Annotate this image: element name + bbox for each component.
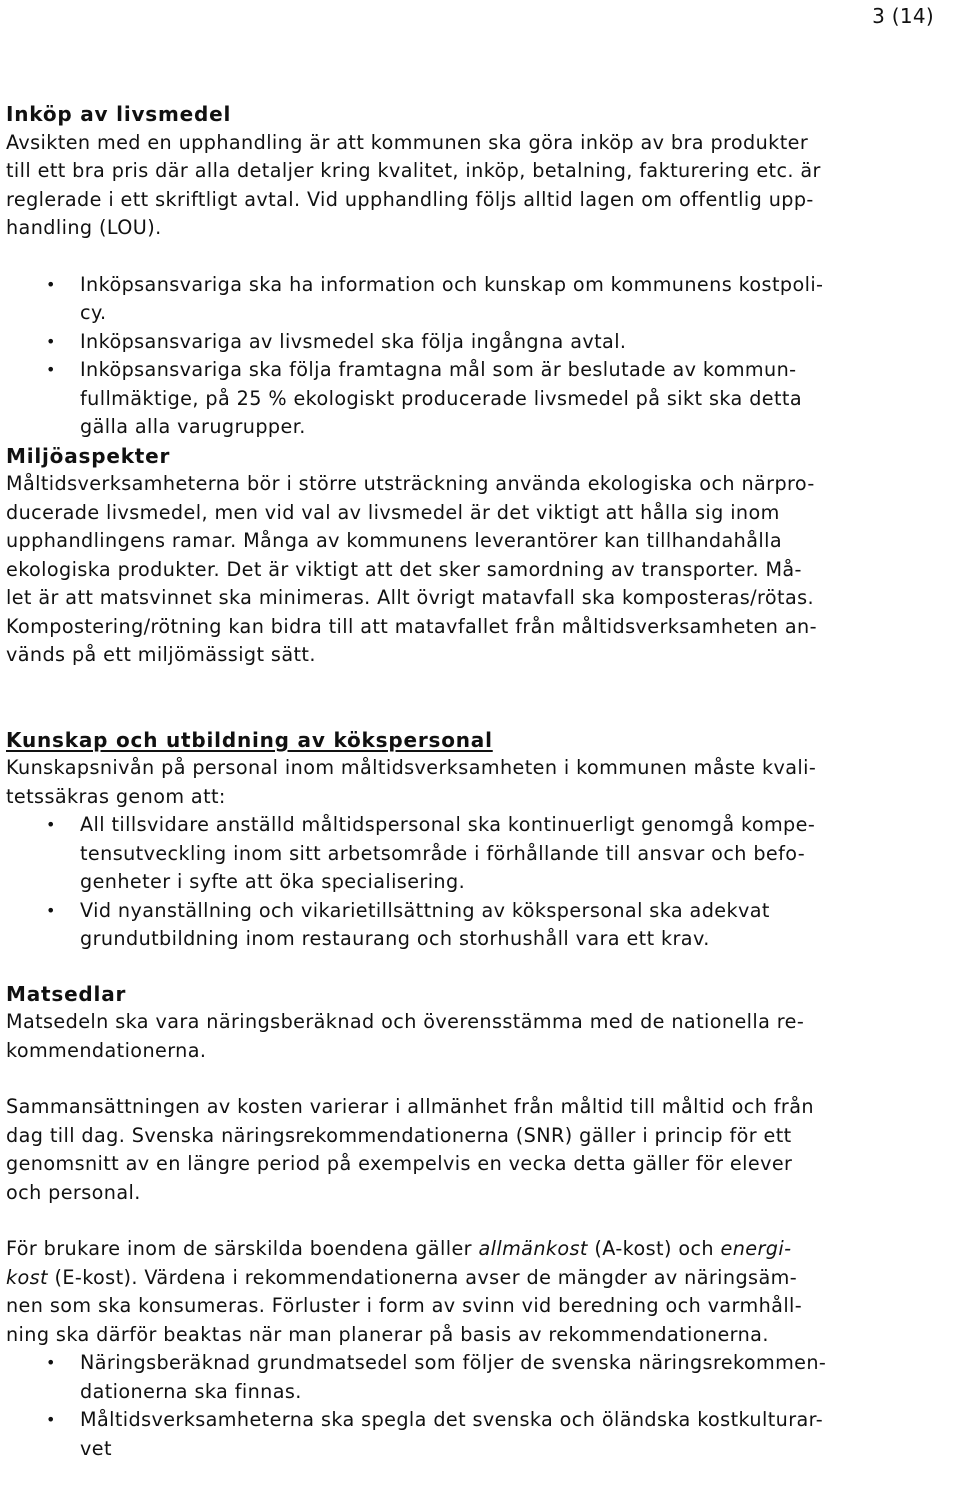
bullet-icon: • [46, 1410, 56, 1429]
document-body [6, 100, 954, 1463]
text-line: vänds på ett miljömässigt sätt. [6, 643, 316, 666]
list-item: • Vid nyanställning och vikarietillsättning av kökspersonal ska adekvat grundutbildning inom restaurang och storhushåll vara ett krav. [46, 898, 770, 950]
text-line: Matsedeln ska vara näringsberäknad och överensstämma med de nationella re- [6, 1010, 805, 1033]
paragraph-brukare [6, 1235, 954, 1349]
text-line: reglerade i ett skriftligt avtal. Vid upphandling följs alltid lagen om offentlig upp- [6, 187, 814, 211]
bullet-icon: • [46, 815, 56, 834]
text-line: ducerade livsmedel, men vid val av livsmedel är det viktigt att hålla sig inom [6, 500, 780, 524]
text-line: dag till dag. Svenska näringsrekommendationerna (SNR) gäller i princip för ett [6, 1123, 792, 1147]
text-line: kost (E-kost). Värdena i rekommendationerna avser de mängder av näringsäm- [6, 1265, 798, 1289]
text-line: och personal. [6, 1180, 141, 1204]
text-line: let är att matsvinnet ska minimeras. Allt övrigt matavfall ska komposteras/rötas. [6, 586, 814, 609]
text-line: Kunskapsnivån på personal inom måltidsverksamheten i kommunen måste kvali- [6, 756, 817, 779]
section-heading-matsedlar: Matsedlar [6, 981, 127, 1006]
term-energikost: energi- [720, 1237, 792, 1260]
text-line: Måltidsverksamheterna bör i större utsträckning använda ekologiska och närpro- [6, 472, 815, 495]
bullet-icon: • [46, 360, 56, 379]
list-item: • Måltidsverksamheterna ska spegla det svenska och öländska kostkulturar- vet [46, 1408, 824, 1460]
bullet-list-matsedlar [6, 1349, 954, 1463]
list-item: • All tillsvidare anställd måltidspersonal ska kontinuerligt genomgå kompe- tensutveckling inom sitt arbetsområde i förhållande till ansvar och befo- genheter i syfte att öka specialisering. [46, 813, 816, 893]
text-line: genomsnitt av en längre period på exempelvis en vecka detta gäller för elever [6, 1152, 793, 1175]
bullet-icon: • [46, 331, 56, 351]
text-line: tetssäkras genom att: [6, 784, 226, 808]
section-heading-kunskap: Kunskap och utbildning av kökspersonal [6, 727, 493, 752]
paragraph-kunskap [6, 754, 954, 811]
list-item: • Inköpsansvariga ska följa framtagna mål som är beslutade av kommun- fullmäktige, på 25 % ekologiskt producerade livsmedel på sikt ska detta gälla alla varugrupper. [46, 358, 802, 438]
paragraph-miljo [6, 470, 954, 670]
bullet-list-inkop [6, 271, 954, 442]
list-item: • Inköpsansvariga av livsmedel ska följa ingångna avtal. [6, 328, 954, 357]
paragraph-matsedlar [6, 1008, 954, 1065]
text-line: handling (LOU). [6, 216, 162, 239]
text-line: nen som ska konsumeras. Förluster i form av svinn vid beredning och varmhåll- [6, 1294, 803, 1317]
text-line: upphandlingens ramar. Många av kommunens leverantörer kan tillhandahålla [6, 529, 783, 552]
term-energikost-cont: kost [6, 1265, 48, 1289]
bullet-icon: • [46, 900, 56, 920]
text-line: Avsikten med en upphandling är att kommunen ska göra inköp av bra produkter [6, 130, 809, 154]
bullet-icon: • [46, 1353, 56, 1372]
term-allmankost: allmänkost [478, 1237, 588, 1260]
text-line: till ett bra pris där alla detaljer kring kvalitet, inköp, betalning, fakturering etc. är [6, 159, 821, 182]
text-line: ning ska därför beaktas när man planerar på basis av rekommendationerna. [6, 1322, 769, 1346]
text-line: kommendationerna. [6, 1038, 207, 1062]
list-item: • Näringsberäknad grundmatsedel som följer de svenska näringsrekommen- dationerna ska finnas. [46, 1351, 827, 1403]
paragraph-sammansattning [6, 1093, 954, 1207]
text-line: Kompostering/rötning kan bidra till att matavfallet från måltidsverksamheten an- [6, 614, 817, 638]
text-line: ekologiska produkter. Det är viktigt att det sker samordning av transporter. Må- [6, 557, 802, 581]
page-number: 3 (14) [872, 4, 934, 28]
bullet-icon: • [46, 274, 56, 294]
paragraph-inkop [6, 129, 954, 243]
section-heading-miljo: Miljöaspekter [6, 443, 171, 468]
section-heading-inkop: Inköp av livsmedel [6, 102, 232, 126]
text-line: För brukare inom de särskilda boendena gäller allmänkost (A-kost) och energi- [6, 1237, 792, 1260]
bullet-list-kunskap [6, 811, 954, 954]
text-line: Sammansättningen av kosten varierar i allmänhet från måltid till måltid och från [6, 1095, 814, 1118]
list-item: • Inköpsansvariga ska ha information och kunskap om kommunens kostpoli- cy. [46, 272, 824, 324]
